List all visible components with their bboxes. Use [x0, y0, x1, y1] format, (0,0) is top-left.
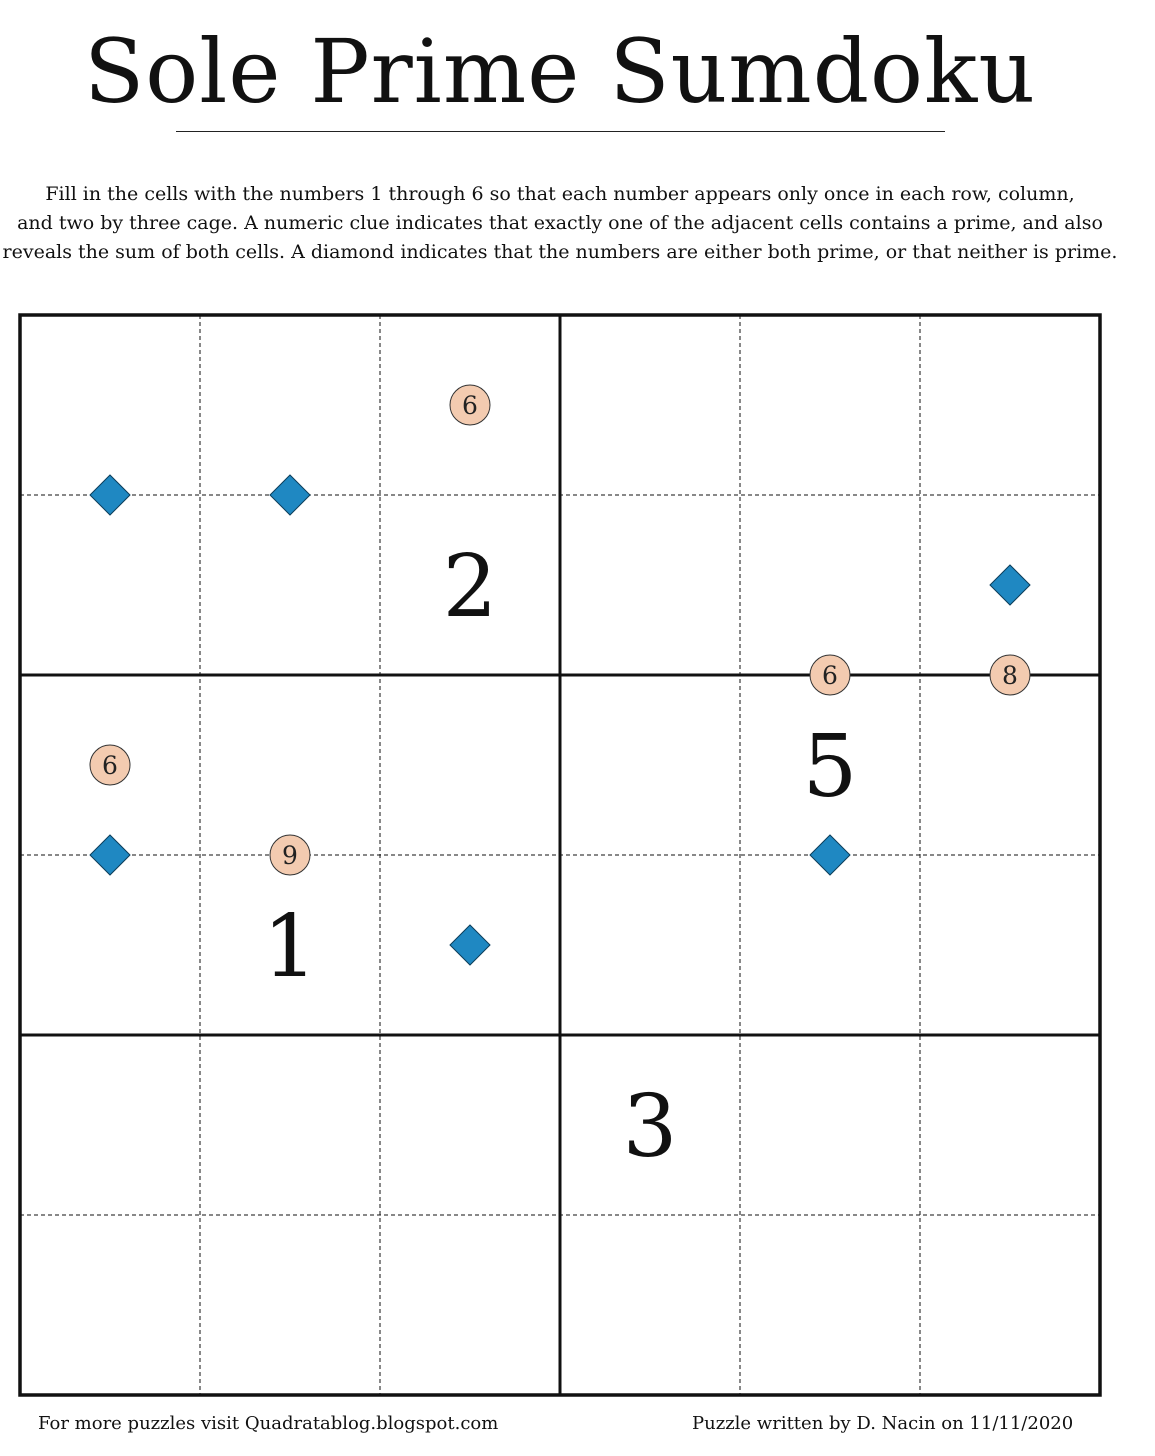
diamond-clue: [450, 925, 490, 965]
sum-clue-value: 6: [462, 391, 478, 420]
sum-clue-value: 6: [822, 661, 838, 690]
diamond-clue: [990, 565, 1030, 605]
given-digit: 1: [262, 897, 318, 997]
diamond-clue: [90, 475, 130, 515]
sum-clue-value: 6: [102, 751, 118, 780]
footer-credit: Puzzle written by D. Nacin on 11/11/2020: [692, 1413, 1074, 1434]
instructions-line-2: and two by three cage. A numeric clue indicates that exactly one of the adjacent cells contains a prime, and also: [17, 212, 1103, 234]
diamond-clue: [90, 835, 130, 875]
puzzle-title: Sole Prime Sumdoku: [83, 20, 1037, 123]
footer-website: For more puzzles visit Quadratablog.blogspot.com: [38, 1413, 499, 1434]
diamond-clue: [270, 475, 310, 515]
instructions-line-3: reveals the sum of both cells. A diamond indicates that the numbers are either both prime, or that neither is prime.: [2, 241, 1118, 263]
sum-clue-value: 9: [282, 841, 298, 870]
instructions-line-1: Fill in the cells with the numbers 1 through 6 so that each number appears only once in each row, column,: [45, 183, 1075, 205]
given-digit: 5: [802, 717, 858, 817]
given-digit: 2: [442, 537, 498, 637]
diamond-clue: [810, 835, 850, 875]
given-digit: 3: [622, 1077, 678, 1177]
sum-clue-value: 8: [1002, 661, 1018, 690]
